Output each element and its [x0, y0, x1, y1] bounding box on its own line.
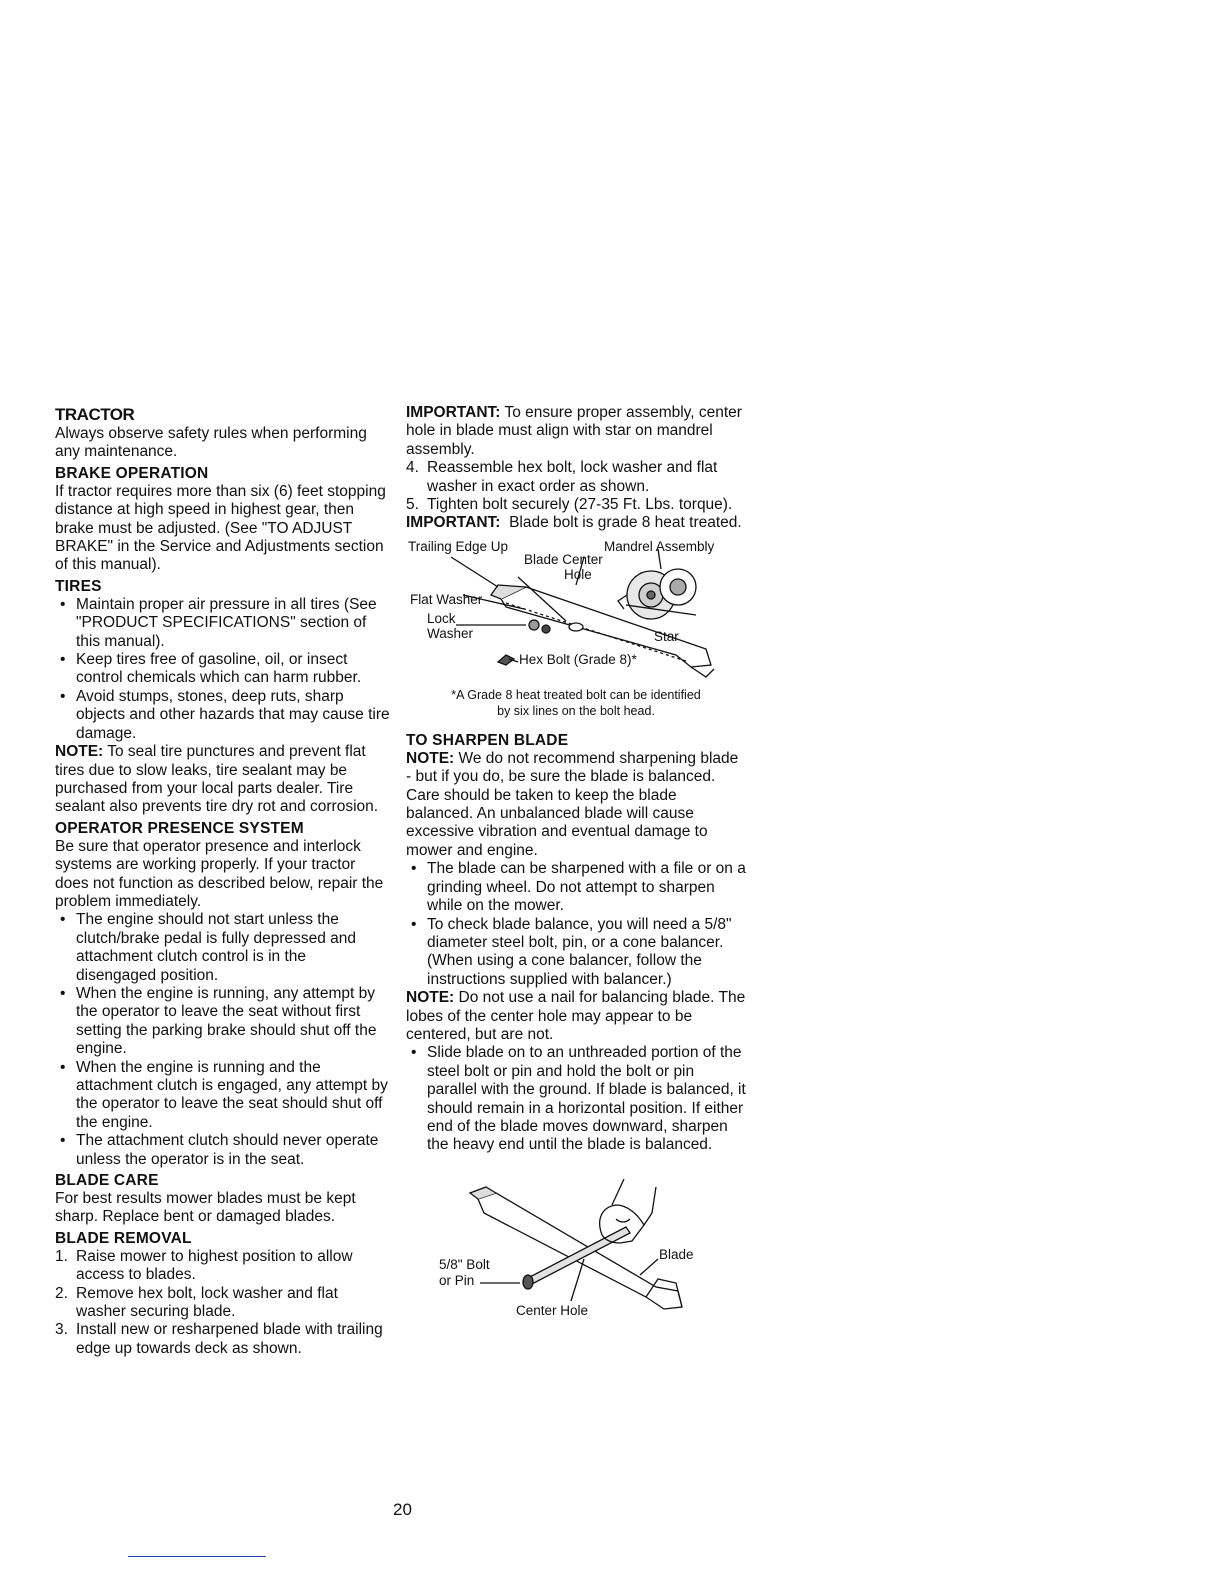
- sharpen-note-1: [406, 750, 746, 787]
- tires-note: [55, 743, 390, 817]
- assembly-steps: [406, 459, 746, 514]
- note-label: NOTE:: [406, 749, 455, 767]
- caption-line: *A Grade 8 heat treated bolt can be identified: [451, 687, 701, 702]
- step-number: 5.: [406, 496, 419, 514]
- label-hole: Hole: [564, 566, 592, 582]
- important-label: IMPORTANT:: [406, 514, 501, 532]
- note-text: Do not use a nail for balancing blade. The lobes of the center hole may appear to be centered, but are not.: [406, 989, 746, 1043]
- important-note-1: [406, 404, 746, 459]
- blade-balance-figure: [406, 1179, 746, 1329]
- list-item: • The blade can be sharpened with a file or on a grinding wheel. Do not attempt to sharpen while on the mower.: [406, 860, 746, 915]
- balance-list: [406, 1044, 746, 1154]
- step-text: Remove hex bolt, lock washer and flat washer securing blade.: [76, 1284, 338, 1321]
- label-lock: Lock: [427, 610, 456, 626]
- right-column: [406, 404, 746, 1329]
- step-text: Install new or resharpened blade with trailing edge up towards deck as shown.: [76, 1321, 383, 1357]
- label-trailing-edge: Trailing Edge Up: [408, 538, 509, 554]
- list-item: [406, 496, 746, 514]
- label-washer: Washer: [427, 625, 474, 641]
- list-item: [55, 1285, 390, 1322]
- list-item: • When the engine is running and the attachment clutch is engaged, any attempt by the operator to leave the seat should shut off the engine.: [55, 1059, 390, 1133]
- sharpen-care-text: Care should be taken to keep the blade balanced. An unbalanced blade will cause excessive vibration and eventual damage to mower and engine.: [406, 786, 708, 859]
- label-star: Star: [654, 628, 679, 644]
- label-blade-center: Blade Center: [524, 551, 603, 567]
- list-item: • Keep tires free of gasoline, oil, or insect control chemicals which can harm rubber.: [55, 651, 390, 688]
- tractor-intro: Always observe safety rules when performing any maintenance.: [55, 425, 367, 461]
- tractor-heading: TRACTOR: [55, 405, 135, 424]
- note-label: NOTE:: [55, 743, 104, 761]
- operator-presence-text: Be sure that operator presence and interlock systems are working properly. If your tractor does not function as described below, repair the problem immediately.: [55, 837, 384, 910]
- important-note-2: [406, 514, 746, 532]
- blade-assembly-figure: [406, 537, 746, 687]
- label-or-pin: or Pin: [439, 1272, 475, 1288]
- step-number: 2.: [55, 1284, 68, 1302]
- list-item: [55, 1248, 390, 1285]
- operator-presence-heading: OPERATOR PRESENCE SYSTEM: [55, 819, 304, 837]
- label-center-hole: Center Hole: [516, 1302, 589, 1318]
- list-item: • To check blade balance, you will need a 5/8" diameter steel bolt, pin, or a cone balancer. (When using a cone balancer, follow the instructions supplied with balancer.): [406, 916, 746, 990]
- page-number: 20: [393, 1500, 412, 1519]
- note-text: We do not recommend sharpening blade - but if you do, be sure the blade is balanced.: [406, 749, 739, 786]
- list-item: • When the engine is running, any attempt by the operator to leave the seat without first setting the parking brake should shut off the engine.: [55, 985, 390, 1059]
- label-mandrel-assembly: Mandrel Assembly: [604, 538, 715, 554]
- sharpen-blade-heading: TO SHARPEN BLADE: [406, 731, 569, 749]
- list-item: • The engine should not start unless the clutch/brake pedal is fully depressed and attachment clutch control is in the disengaged position.: [55, 911, 390, 985]
- caption-line: by six lines on the bolt head.: [497, 703, 655, 718]
- blade-care-heading: BLADE CARE: [55, 1172, 159, 1190]
- blade-care-text: For best results mower blades must be kept sharp. Replace bent or damaged blades.: [55, 1190, 356, 1226]
- left-column: [55, 404, 390, 1358]
- brake-operation-heading: BRAKE OPERATION: [55, 464, 209, 482]
- operator-presence-list: [55, 911, 390, 1169]
- figure-caption: [406, 687, 746, 719]
- footer-rule: [128, 1556, 266, 1557]
- tires-list: [55, 596, 390, 743]
- step-number: 1.: [55, 1247, 68, 1265]
- important-label: IMPORTANT:: [406, 404, 501, 421]
- blade-removal-steps: [55, 1248, 390, 1358]
- list-item: [55, 1321, 390, 1358]
- brake-operation-text: If tractor requires more than six (6) feet stopping distance at high speed in highest gear, then brake must be adjusted. (See "TO ADJUST BRAKE" in the Service and Adjustments section of this manual).: [55, 482, 386, 574]
- list-item: [406, 459, 746, 496]
- important-text: Blade bolt is grade 8 heat treated.: [509, 514, 742, 532]
- note-text: To seal tire punctures and prevent flat tires due to slow leaks, tire sealant may be purchased from your local parts dealer. Tire sealant also prevents tire dry rot and corrosion.: [55, 743, 379, 816]
- label-blade: Blade: [659, 1246, 694, 1262]
- blade-removal-heading: BLADE REMOVAL: [55, 1229, 192, 1247]
- label-bolt: 5/8" Bolt: [439, 1256, 490, 1272]
- sharpen-note-2: [406, 989, 746, 1044]
- step-number: 3.: [55, 1321, 68, 1339]
- step-text: Raise mower to highest position to allow access to blades.: [76, 1247, 353, 1284]
- list-item: • Avoid stumps, stones, deep ruts, sharp objects and other hazards that may cause tire damage.: [55, 688, 390, 743]
- tires-heading: TIRES: [55, 577, 102, 595]
- list-item: • Slide blade on to an unthreaded portion of the steel bolt or pin and hold the bolt or pin parallel with the ground. If blade is balanced, it should remain in a horizontal position. If either end of the blade moves downward, sharpen the heavy end until the blade is balanced.: [406, 1044, 746, 1154]
- label-hex-bolt: Hex Bolt (Grade 8)*: [519, 651, 637, 667]
- sharpen-list: [406, 860, 746, 989]
- important-text: To ensure proper assembly, center hole in blade must align with star on mandrel assembly.: [406, 404, 742, 458]
- note-label: NOTE:: [406, 989, 455, 1007]
- list-item: • Maintain proper air pressure in all tires (See "PRODUCT SPECIFICATIONS" section of this manual).: [55, 596, 390, 651]
- label-flat-washer: Flat Washer: [410, 591, 483, 607]
- list-item: • The attachment clutch should never operate unless the operator is in the seat.: [55, 1132, 390, 1169]
- step-text: Reassemble hex bolt, lock washer and flat washer in exact order as shown.: [427, 459, 718, 495]
- step-number: 4.: [406, 459, 419, 477]
- step-text: Tighten bolt securely (27-35 Ft. Lbs. torque).: [427, 496, 733, 514]
